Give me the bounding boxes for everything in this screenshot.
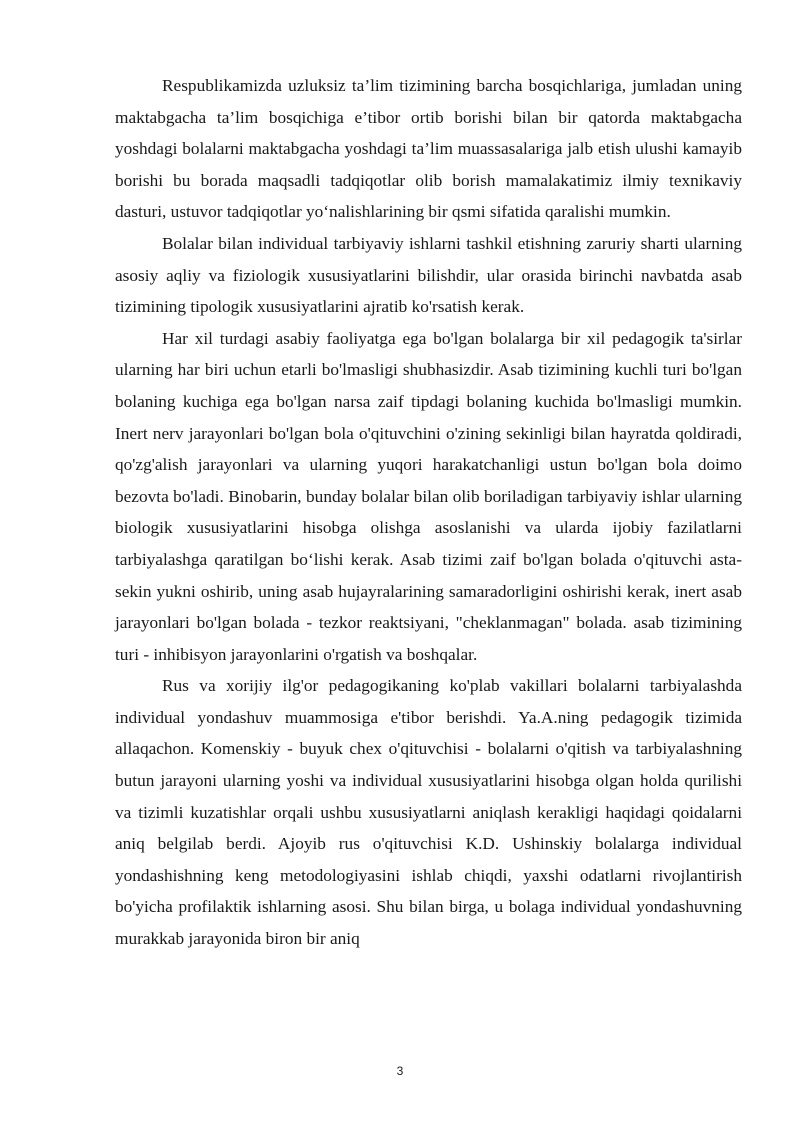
paragraph-4: Rus va xorijiy ilg'or pedagogikaning ko'plab vakillari bolalarni tarbiyalashda individual yondashuv muammosiga e'tibor berishdi. Ya.A.ning pedagogik tizimida allaqachon. Komenskiy - buyuk chex o'qituvchisi - bolalarni o'qitish va tarbiyalashning butun jarayoni ularning yoshi va individual xususiyatlarini hisobga olgan holda qurilishi va tizimli kuzatishlar orqali ushbu xususiyatlarni aniqlash kerakligi haqidagi qoidalarni aniq belgilab berdi. Ajoyib rus o'qituvchisi K.D. Ushinskiy bolalarga individual yondashishning keng metodologiyasini ishlab chiqdi, yaxshi odatlarni rivojlantirish bo'yicha profilaktik ishlarning asosi. Shu bilan birga, u bolaga individual yondashuvning murakkab jarayonida biron bir aniq	[115, 676, 742, 949]
document-body	[115, 70, 742, 955]
paragraph-3: Har xil turdagi asabiy faoliyatga ega bo'lgan bolalarga bir xil pedagogik ta'sirlar ularning har biri uchun etarli bo'lmasligi shubhasizdir. Asab tizimining kuchli turi bo'lgan bolaning kuchiga ega bo'lgan narsa zaif tipdagi bolaning kuchida bo'lmasligi mumkin. Inert nerv jarayonlari bo'lgan bola o'qituvchini o'zining sekinligi bilan hayratda qoldiradi, qo'zg'alish jarayonlari va ularning yuqori harakatchanligi ustun bo'lgan bola doimo bezovta bo'ladi. Binobarin, bunday bolalar bilan olib boriladigan tarbiyaviy ishlar ularning biologik xususiyatlarini hisobga olishga asoslanishi va ularda ijobiy fazilatlarni tarbiyalashga qaratilgan bo‘lishi kerak. Asab tizimi zaif bo'lgan bolada o'qituvchi asta-sekin yukni oshirib, uning asab hujayralarining samaradorligini oshirishi kerak, inert asab jarayonlari bo'lgan bolada - tezkor reaktsiyani, "cheklanmagan" bolada. asab tizimining turi - inhibisyon jarayonlarini o'rgatish va boshqalar.	[115, 328, 742, 664]
paragraph-1: Respublikamizda uzluksiz ta’lim tizimining barcha bosqichlariga, jumladan uning maktabgacha ta’lim bosqichiga e’tibor ortib borishi bilan bir qatorda maktabgacha yoshdagi bolalarni maktabgacha yoshdagi ta’lim muassasalariga jalb etish ulushi kamayib borishi bu borada maqsadli tadqiqotlar olib borish mamalakatimiz ilmiy texnikaviy dasturi, ustuvor tadqiqotlar yo‘nalishlarining bir qsmi sifatida qaralishi mumkin.	[115, 76, 742, 222]
page-number: 3	[396, 1064, 404, 1078]
paragraph-2: Bolalar bilan individual tarbiyaviy ishlarni tashkil etishning zaruriy sharti ularning asosiy aqliy va fiziologik xususiyatlarini bilishdir, ular orasida birinchi navbatda asab tizimining tipologik xususiyatlarini ajratib ko'rsatish kerak.	[115, 233, 742, 317]
